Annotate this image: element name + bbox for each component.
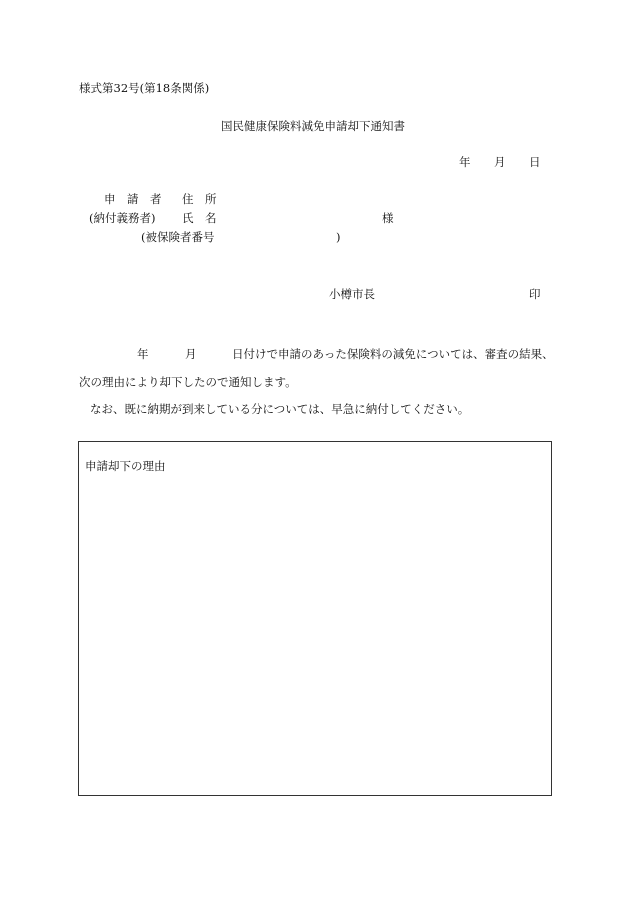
body-line1: 日付けで申請のあった保険料の減免については、審査の結果、 — [232, 347, 554, 361]
date-day: 日 — [529, 155, 541, 169]
rejection-reason-label: 申請却下の理由 — [85, 459, 166, 473]
seal-mark: 印 — [529, 287, 541, 301]
obligor-label: (納付義務者) — [89, 211, 156, 225]
insured-number-close: ) — [336, 230, 341, 244]
date-month: 月 — [494, 155, 506, 169]
issuer-name: 小樽市長 — [329, 287, 375, 301]
address-label: 住 所 — [182, 192, 217, 206]
body-line2: 次の理由により却下したので通知します。 — [79, 375, 297, 389]
date-year: 年 — [459, 155, 471, 169]
insured-number-open: (被保険者番号 — [141, 230, 215, 244]
body-year: 年 — [137, 347, 149, 361]
form-number: 様式第32号(第18条関係) — [79, 81, 210, 95]
honorific-sama: 様 — [382, 211, 394, 225]
body-line3: なお、既に納期が到来している分については、早急に納付してください。 — [90, 402, 470, 416]
rejection-reason-box — [78, 441, 552, 796]
applicant-label: 申 請 者 — [104, 192, 162, 206]
document-title: 国民健康保険料減免申請却下通知書 — [221, 119, 405, 133]
body-month: 月 — [185, 347, 197, 361]
name-label: 氏 名 — [182, 211, 217, 225]
